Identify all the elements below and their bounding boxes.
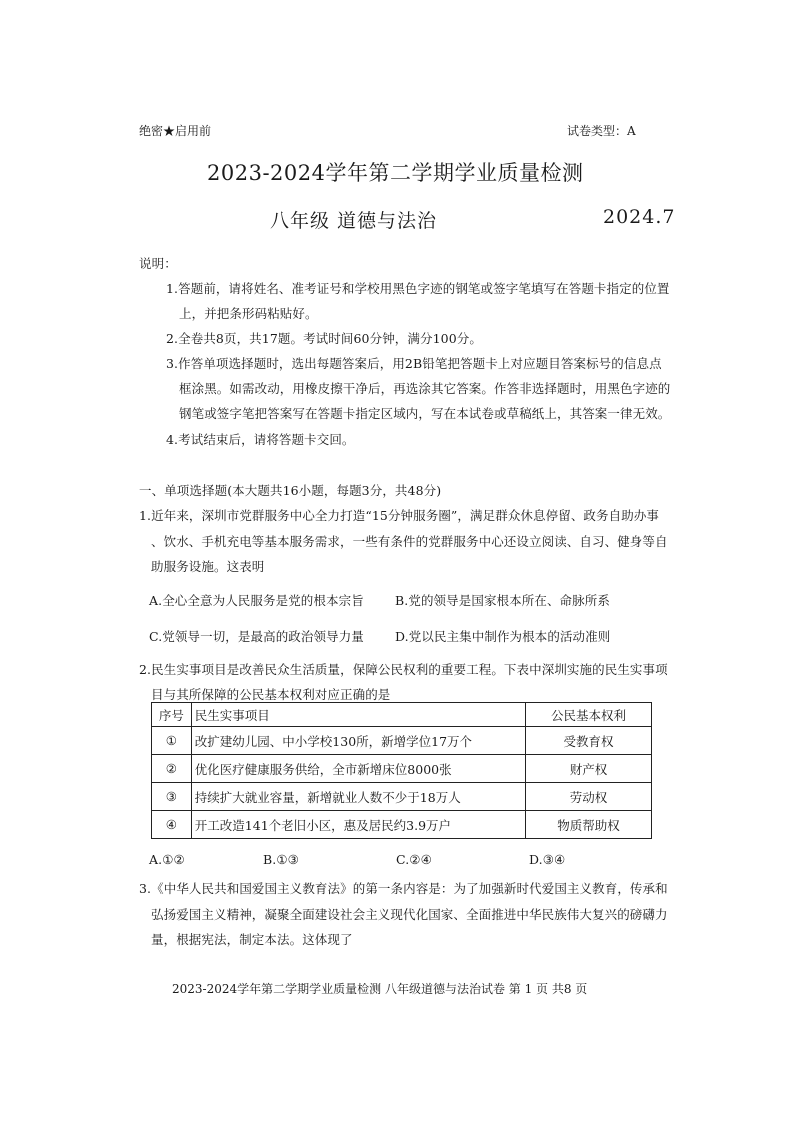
- table-cell-no: ①: [152, 727, 192, 755]
- exam-date: 2024.7: [603, 206, 676, 228]
- instruction-line: 上，并把条形码粘贴好。: [179, 306, 318, 321]
- table-cell-no: ④: [152, 811, 192, 839]
- instruction-line: 1.答题前，请将姓名、准考证号和学校用黑色字迹的钢笔或签字笔填写在答题卡指定的位置: [166, 281, 670, 296]
- grade-subject: 八年级 道德与法治: [270, 210, 438, 232]
- table-cell-no: ②: [152, 755, 192, 783]
- table-cell-right: 劳动权: [525, 783, 651, 811]
- table-cell-right: 财产权: [525, 755, 651, 783]
- table-header-row: [152, 703, 652, 727]
- instruction-line: 框涂黑。如需改动，用橡皮擦干净后，再选涂其它答案。作答非选择题时，用黑色字迹的: [179, 381, 671, 396]
- table-cell-right: 受教育权: [525, 727, 651, 755]
- table-cell-right: 物质帮助权: [525, 811, 651, 839]
- paper-type-label: 试卷类型：A: [567, 124, 636, 138]
- table-header-right: 公民基本权利: [525, 703, 651, 727]
- table-row: [152, 755, 652, 783]
- question-3-text: 3.《中华人民共和国爱国主义教育法》的第一条内容是：为了加强新时代爱国主义教育，传承和: [139, 881, 668, 896]
- section-heading: 一、单项选择题(本大题共16小题，每题3分，共48分): [139, 483, 442, 498]
- table-row: [152, 811, 652, 839]
- q2-option-d: D.③④: [529, 852, 566, 867]
- table-row: [152, 727, 652, 755]
- table-header-item: 民生实事项目: [191, 703, 525, 727]
- instruction-line: 4.考试结束后，请将答题卡交回。: [166, 432, 355, 447]
- rights-table: [151, 702, 652, 839]
- instruction-line: 3.作答单项选择题时，选出每题答案后，用2B铅笔把答题卡上对应题目答案标号的信息点: [166, 356, 662, 371]
- page-footer: 2023-2024学年第二学期学业质量检测 八年级道德与法治试卷 第 1 页 共8 页: [172, 982, 588, 996]
- question-1-text: 1.近年来，深圳市党群服务中心全力打造“15分钟服务圈”，满足群众休息停留、政务自助办事: [139, 508, 660, 523]
- question-3-text: 弘扬爱国主义精神，凝聚全面建设社会主义现代化国家、全面推进中华民族伟大复兴的磅礴力: [151, 907, 668, 922]
- question-2-text: 2.民生实事项目是改善民众生活质量，保障公民权利的重要工程。下表中深圳实施的民生实事项: [139, 662, 668, 677]
- q2-option-a: A.①②: [149, 852, 185, 867]
- q2-option-c: C.②④: [396, 852, 432, 867]
- instruction-line: 2.全卷共8页，共17题。考试时间60分钟，满分100分。: [166, 331, 482, 346]
- q1-option-d: D.党以民主集中制作为根本的活动准则: [395, 629, 611, 644]
- question-1-text: 助服务设施。这表明: [151, 559, 265, 574]
- table-header-no: 序号: [152, 703, 192, 727]
- question-3-text: 量，根据宪法，制定本法。这体现了: [151, 932, 353, 947]
- table-cell-no: ③: [152, 783, 192, 811]
- q2-option-b: B.①③: [263, 852, 299, 867]
- instruction-line: 钢笔或签字笔把答案写在答题卡指定区域内，写在本试卷或草稿纸上，其答案一律无效。: [179, 406, 671, 421]
- instructions-label: 说明：: [139, 256, 177, 271]
- table-cell-item: 改扩建幼儿园、中小学校130所，新增学位17万个: [191, 727, 525, 755]
- table-cell-item: 持续扩大就业容量，新增就业人数不少于18万人: [191, 783, 525, 811]
- q1-option-c: C.党领导一切，是最高的政治领导力量: [149, 629, 364, 644]
- page-title: 2023-2024学年第二学期学业质量检测: [207, 161, 584, 185]
- q1-option-a: A.全心全意为人民服务是党的根本宗旨: [149, 593, 364, 608]
- q1-option-b: B.党的领导是国家根本所在、命脉所系: [395, 593, 610, 608]
- question-1-text: 、饮水、手机充电等基本服务需求，一些有条件的党群服务中心还设立阅读、自习、健身等自: [151, 534, 668, 549]
- table-cell-item: 优化医疗健康服务供给，全市新增床位8000张: [191, 755, 525, 783]
- table-row: [152, 783, 652, 811]
- table-cell-item: 开工改造141个老旧小区，惠及居民约3.9万户: [191, 811, 525, 839]
- question-2-text: 目与其所保障的公民基本权利对应正确的是: [151, 687, 391, 702]
- confidential-label: 绝密★启用前: [139, 124, 212, 138]
